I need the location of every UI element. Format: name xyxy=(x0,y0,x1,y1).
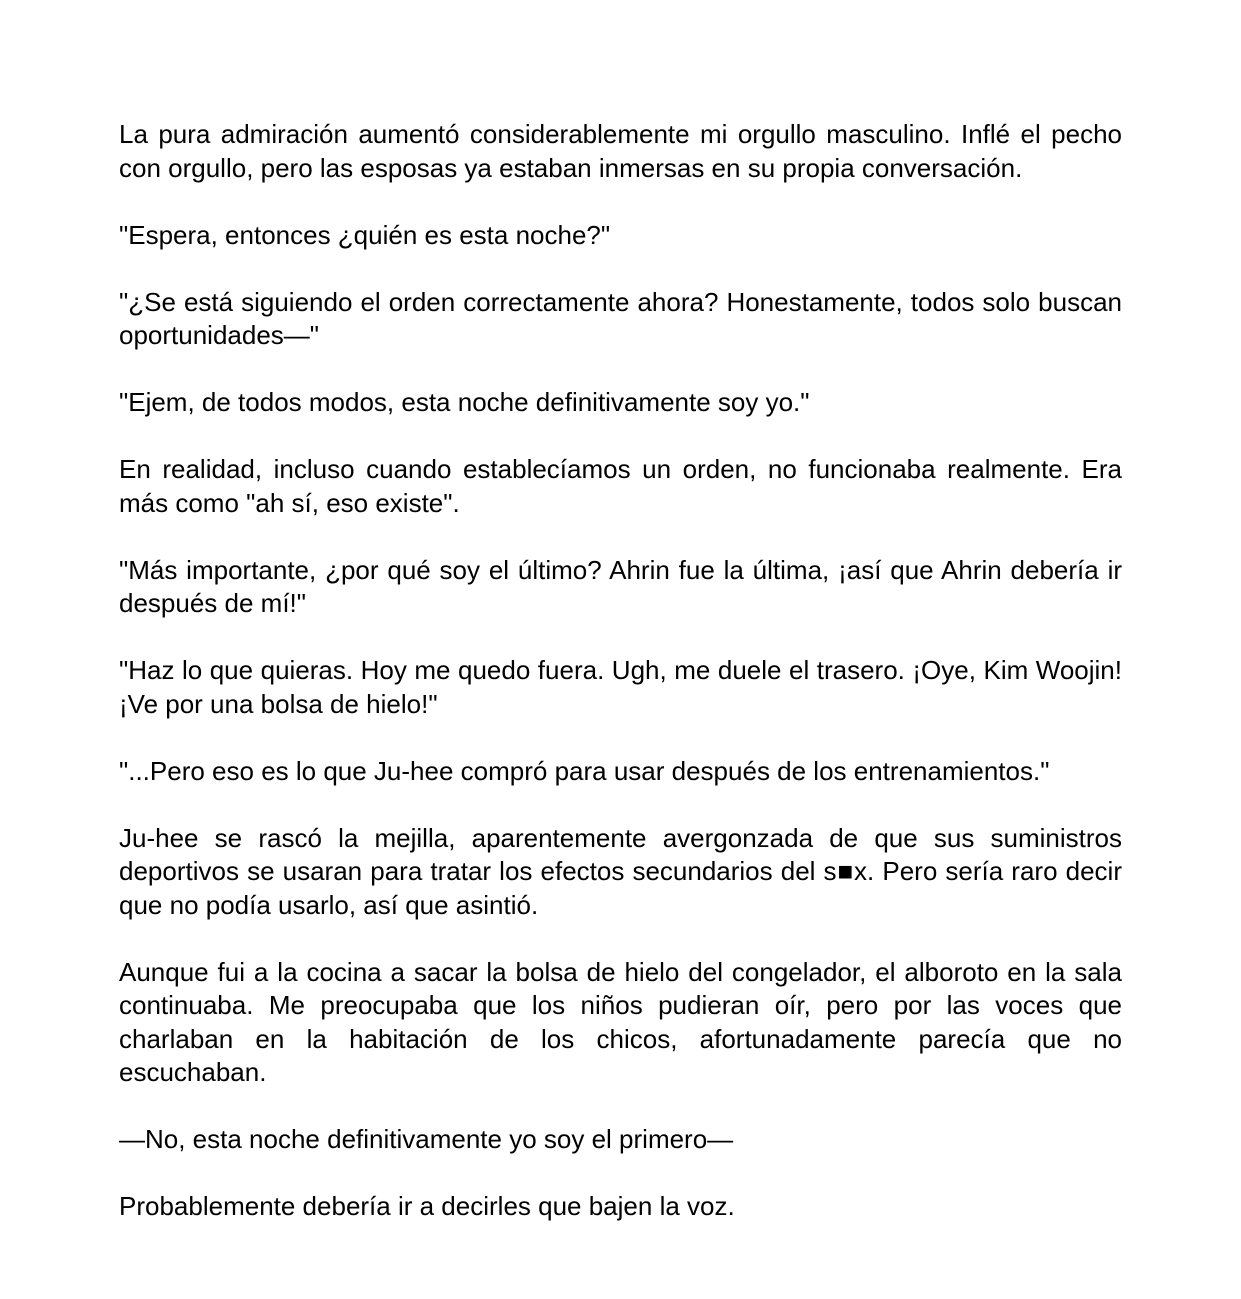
paragraph-6: "Más importante, ¿por qué soy el último? Ahrin fue la última, ¡así que Ahrin debería ir después de mí!" xyxy=(119,554,1122,618)
paragraph-8: "...Pero eso es lo que Ju-hee compró para usar después de los entrenamientos." xyxy=(119,755,1050,786)
document-page xyxy=(119,118,1122,1224)
paragraph-5: En realidad, incluso cuando establecíamos un orden, no funcionaba realmente. Era más como "ah sí, eso existe". xyxy=(119,454,1122,518)
paragraph-3: "¿Se está siguiendo el orden correctamente ahora? Honestamente, todos solo buscan oportunidades—" xyxy=(119,286,1122,350)
paragraph-7: "Haz lo que quieras. Hoy me quedo fuera. Ugh, me duele el trasero. ¡Oye, Kim Woojin! ¡Ve por una bolsa de hielo!" xyxy=(119,655,1122,719)
paragraph-12: Probablemente debería ir a decirles que bajen la voz. xyxy=(119,1191,735,1221)
paragraph-10: Aunque fui a la cocina a sacar la bolsa de hielo del congelador, el alboroto en la sala continuaba. Me preocupaba que los niños pudieran oír, pero por las voces que charlaban en la habitación de los chicos, afortunadamente parecía que no escuchaban. xyxy=(119,956,1122,1087)
paragraph-9: Ju-hee se rascó la mejilla, aparentemente avergonzada de que sus suministros deportivos se usaran para tratar los efectos secundarios del s■x. Pero sería raro decir que no podía usarlo, así que asintió. xyxy=(119,822,1122,920)
paragraph-4: "Ejem, de todos modos, esta noche definitivamente soy yo." xyxy=(119,387,810,417)
paragraph-2: "Espera, entonces ¿quién es esta noche?" xyxy=(119,219,611,250)
paragraph-1: La pura admiración aumentó considerablemente mi orgullo masculino. Inflé el pecho con orgullo, pero las esposas ya estaban inmersas en su propia conversación. xyxy=(119,119,1122,183)
paragraph-11: —No, esta noche definitivamente yo soy el primero— xyxy=(119,1124,734,1154)
